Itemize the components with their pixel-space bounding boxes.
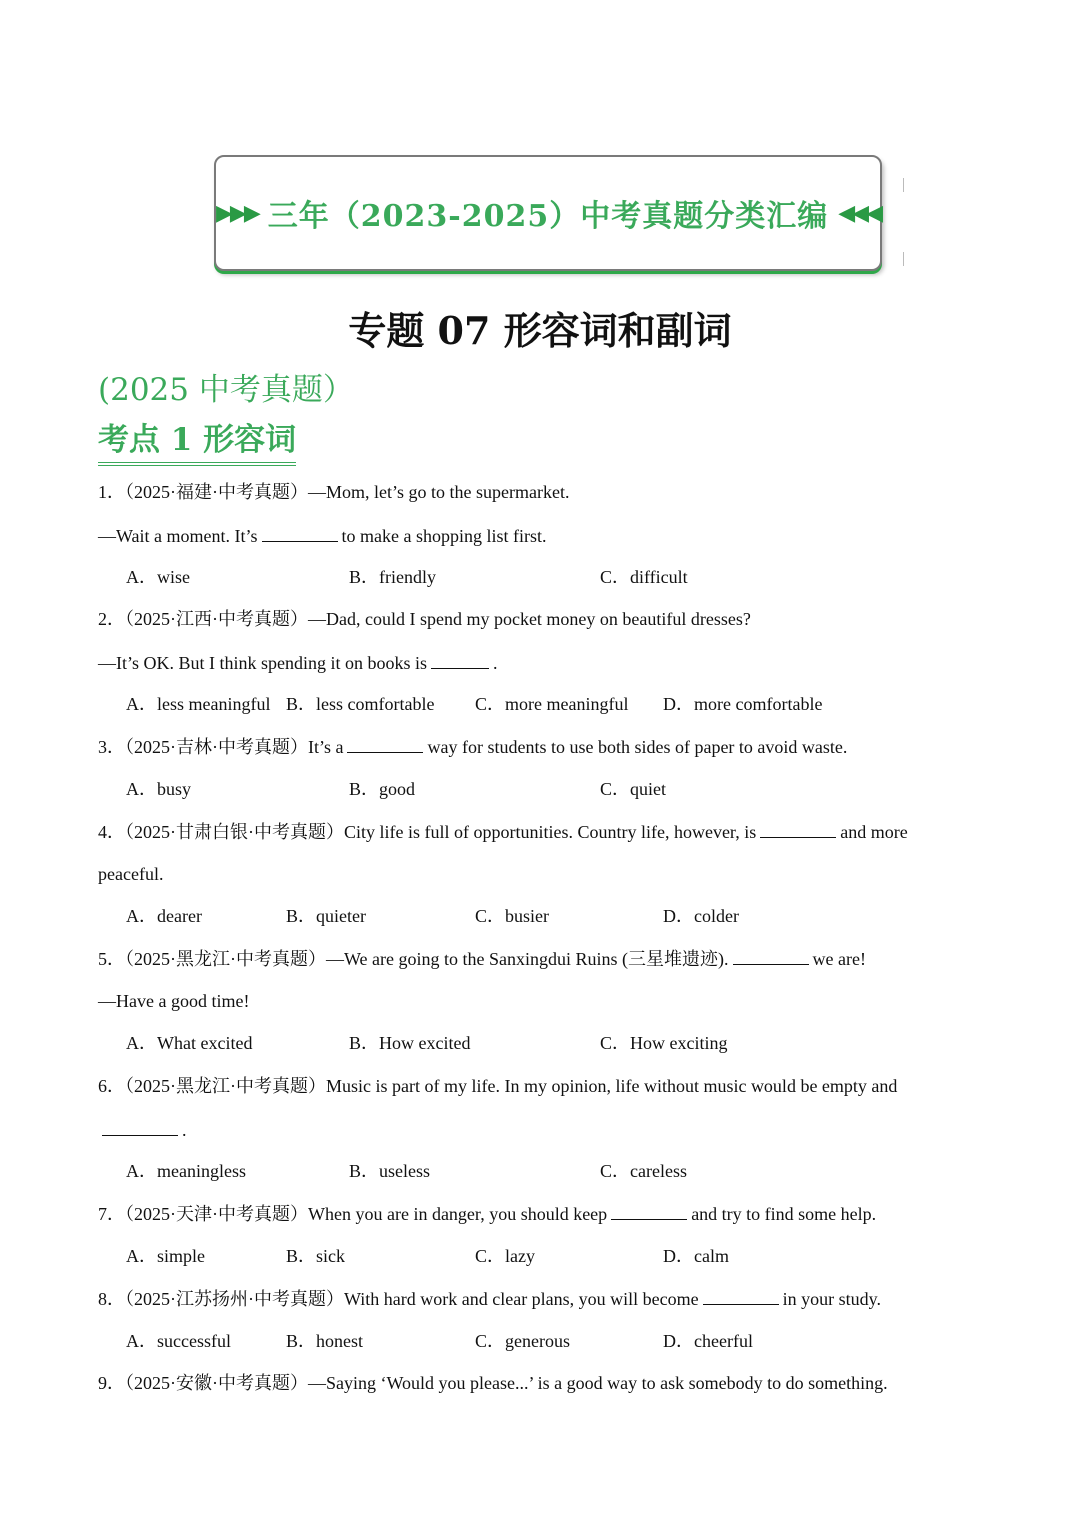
question-text: and more: [840, 822, 908, 842]
question-line: [98, 480, 569, 504]
answer-option: C．busier: [475, 906, 549, 926]
answer-option: B．quieter: [286, 906, 366, 926]
question-text: we are!: [812, 949, 866, 969]
answer-blank: [102, 1117, 178, 1136]
question-line: [98, 989, 249, 1013]
answer-option: A．successful: [126, 1331, 231, 1351]
answer-blank: [262, 523, 338, 542]
answer-option: D．calm: [663, 1246, 729, 1266]
answer-blank: [431, 650, 489, 669]
answer-blank: [703, 1286, 779, 1305]
answer-blank: [760, 819, 836, 838]
question-text: —Wait a moment. It’s: [98, 526, 258, 546]
question-text: 8．（2025·江苏扬州·中考真题）With hard work and clear plans, you will become: [98, 1289, 699, 1309]
answer-option: A．busy: [126, 779, 192, 799]
question-text: 1．（2025·福建·中考真题）—Mom, let’s go to the supermarket.: [98, 482, 570, 502]
question-line: [98, 523, 547, 548]
question-text: 6．（2025·黑龙江·中考真题）Music is part of my life. In my opinion, life without music would be empty and: [98, 1076, 898, 1096]
answer-option: B．How excited: [349, 1033, 471, 1053]
answer-option: B．good: [349, 779, 416, 799]
answer-option: B．honest: [286, 1331, 364, 1351]
answer-option: A．meaningless: [126, 1161, 246, 1181]
question-text: —It’s OK. But I think spending it on books is: [98, 653, 428, 673]
question-text: .: [493, 653, 498, 673]
question-line: [98, 1286, 881, 1311]
answer-option: D．colder: [663, 906, 739, 926]
question-text: way for students to use both sides of paper to avoid waste.: [427, 737, 848, 757]
question-text: .: [182, 1120, 187, 1140]
question-line: [98, 1117, 187, 1142]
question-line: [98, 819, 908, 844]
question-line: [98, 734, 847, 759]
answer-option: C．careless: [600, 1161, 687, 1181]
edge-mark: [903, 252, 904, 266]
question-text: in your study.: [782, 1289, 881, 1309]
question-text: and try to find some help.: [691, 1204, 877, 1224]
question-line: [98, 650, 498, 675]
question-text: 5．（2025·黑龙江·中考真题）—We are going to the Sanxingdui Ruins (三星堆遗迹).: [98, 949, 729, 969]
answer-option: D．cheerful: [663, 1331, 753, 1351]
question-line: [98, 1074, 897, 1098]
answer-option: A．dearer: [126, 906, 202, 926]
question-line: [98, 1371, 888, 1395]
answer-blank: [611, 1201, 687, 1220]
answer-option: A．simple: [126, 1246, 205, 1266]
question-text: to make a shopping list first.: [341, 526, 547, 546]
answer-option: C．more meaningful: [475, 694, 629, 714]
answer-option: C．lazy: [475, 1246, 535, 1266]
question-text: 4．（2025·甘肃白银·中考真题）City life is full of opportunities. Country life, however, is: [98, 822, 757, 842]
answer-option: C．quiet: [600, 779, 666, 799]
right-arrows-icon: ◀◀◀: [838, 200, 880, 225]
answer-blank: [347, 734, 423, 753]
answer-option: A．wise: [126, 567, 190, 587]
answer-option: A．less meaningful: [126, 694, 271, 714]
answer-option: B．useless: [349, 1161, 430, 1181]
answer-option: B．sick: [286, 1246, 346, 1266]
edge-mark: [903, 178, 904, 192]
answer-blank: [733, 946, 809, 965]
question-text: 9．（2025·安徽·中考真题）—Saying ‘Would you please...’ is a good way to ask somebody to do something.: [98, 1373, 888, 1393]
question-line: [98, 862, 163, 886]
page-title: 专题 07 形容词和副词: [348, 308, 732, 353]
question-text: 3．（2025·吉林·中考真题）It’s a: [98, 737, 344, 757]
question-text: —Have a good time!: [98, 991, 250, 1011]
answer-option: C．How exciting: [600, 1033, 728, 1053]
banner-title: 三年（2023-2025）中考真题分类汇编: [267, 199, 829, 234]
answer-option: C．generous: [475, 1331, 570, 1351]
answer-option: B．friendly: [349, 567, 436, 587]
question-line: [98, 946, 866, 971]
question-line: [98, 607, 751, 631]
question-text: peaceful.: [98, 864, 164, 884]
question-text: 7．（2025·天津·中考真题）When you are in danger, you should keep: [98, 1204, 608, 1224]
year-heading: (2025 中考真题）: [98, 372, 354, 408]
answer-option: A．What excited: [126, 1033, 253, 1053]
answer-option: B．less comfortable: [286, 694, 435, 714]
section-heading: 考点 1 形容词: [98, 420, 296, 466]
question-line: [98, 1201, 876, 1226]
left-arrows-icon: ▶▶▶: [216, 200, 258, 225]
answer-option: D．more comfortable: [663, 694, 823, 714]
answer-option: C．difficult: [600, 567, 688, 587]
question-text: 2．（2025·江西·中考真题）—Dad, could I spend my pocket money on beautiful dresses?: [98, 609, 751, 629]
header-banner: [214, 155, 882, 271]
